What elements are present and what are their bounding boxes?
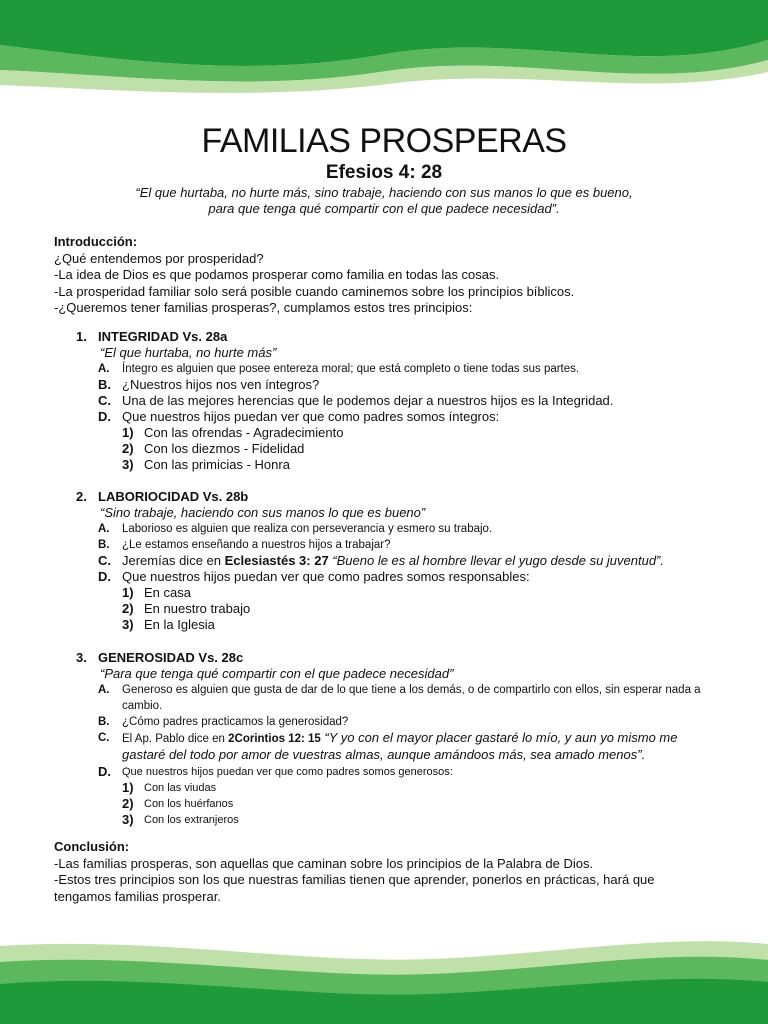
section-integridad	[54, 329, 714, 473]
list-item: C. Jeremías dice en Eclesiastés 3: 27 “Bueno le es al hombre llevar el yugo desde su juventud”.	[98, 553, 664, 568]
list-item: D. Que nuestros hijos puedan ver que como padres somos responsables:	[98, 569, 530, 584]
section-number: 1.	[76, 329, 87, 344]
section-quote: “Sino trabaje, haciendo con sus manos lo que es bueno”	[100, 505, 426, 520]
list-item: C. Una de las mejores herencias que le podemos dejar a nuestros hijos es la Integridad.	[98, 393, 614, 408]
intro-heading: Introducción:	[54, 234, 138, 249]
introduction	[54, 234, 714, 317]
bible-reference: Eclesiastés 3: 27	[224, 553, 329, 568]
intro-line: ¿Qué entendemos por prosperidad?	[54, 250, 264, 266]
section-quote: “Para que tenga qué compartir con el que padece necesidad”	[100, 666, 454, 681]
conclusion-line: -Las familias prosperas, son aquellas que caminan sobre los principios de la Palabra de Dios.	[54, 855, 594, 871]
sub-item: 2) Con los diezmos - Fidelidad	[122, 441, 305, 456]
bible-reference: 2Corintios 12: 15	[228, 733, 321, 745]
conclusion-line: -Estos tres principios son los que nuestras familias tienen que aprender, ponerlos en prácticas, hará que tengamos familias prosperar.	[54, 872, 655, 904]
sub-item: 2) En nuestro trabajo	[122, 601, 251, 616]
list-item: B. ¿Le estamos enseñando a nuestros hijos a trabajar?	[98, 539, 391, 551]
scripture-reference: Efesios 4: 28	[325, 162, 443, 183]
intro-line: -¿Queremos tener familias prosperas?, cumplamos estos tres principios:	[54, 300, 473, 315]
list-item: C. El Ap. Pablo dice en 2Corintios 12: 15 “Y yo con el mayor placer gastaré lo mío, y aun yo mismo me gastaré del todo por amor de vuestras almas, aunque amándoos más, sea amado menos”.	[98, 730, 678, 762]
sub-item: 2) Con los huérfanos	[122, 796, 234, 811]
section-title: LABORIOCIDAD Vs. 28b	[98, 489, 249, 504]
list-item: A. Generoso es alguien que gusta de dar de lo que tiene a los demás, o de compartirlo con ellos, sin esperar nada a cambio.	[98, 684, 701, 712]
list-item: D. Que nuestros hijos puedan ver que como padres somos generosos:	[98, 764, 453, 779]
section-number: 2.	[76, 489, 87, 504]
verse-line: para que tenga qué compartir con el que padece necesidad”.	[208, 201, 560, 216]
list-item: B. ¿Cómo padres practicamos la generosidad?	[98, 716, 349, 728]
intro-line: -La prosperidad familiar solo será posible cuando caminemos sobre los principios bíblicos.	[54, 283, 575, 299]
sub-item: 1) En casa	[122, 585, 191, 600]
sub-item: 3) En la Iglesia	[122, 617, 215, 632]
list-item: A. Laborioso es alguien que realiza con perseverancia y esmero su trabajo.	[98, 523, 493, 535]
section-title: GENEROSIDAD Vs. 28c	[98, 650, 244, 665]
list-item: B. ¿Nuestros hijos nos ven íntegros?	[98, 377, 320, 392]
sub-item: 3) Con los extranjeros	[122, 812, 239, 827]
intro-line: -La idea de Dios es que podamos prosperar como familia en todas las cosas.	[54, 267, 500, 282]
top-wave-decoration	[0, 0, 768, 100]
conclusion	[54, 839, 714, 905]
section-laboriocidad	[54, 489, 714, 633]
sub-item: 1) Con las ofrendas - Agradecimiento	[122, 425, 344, 440]
verse-line: “El que hurtaba, no hurte más, sino trabaje, haciendo con sus manos lo que es bueno,	[135, 185, 633, 200]
section-title: INTEGRIDAD Vs. 28a	[98, 329, 228, 344]
list-item: A. Íntegro es alguien que posee entereza moral; que está completo o tiene todas sus partes.	[98, 363, 580, 375]
section-generosidad	[54, 650, 714, 828]
bottom-wave-decoration	[0, 934, 768, 1024]
section-quote: “El que hurtaba, no hurte más”	[100, 345, 277, 360]
list-item: D. Que nuestros hijos puedan ver que como padres somos íntegros:	[98, 409, 500, 424]
verse-quote	[54, 185, 714, 217]
sub-item: 3) Con las primicias - Honra	[122, 457, 290, 472]
sub-item: 1) Con las viudas	[122, 780, 217, 795]
conclusion-heading: Conclusión:	[54, 839, 130, 854]
section-number: 3.	[76, 650, 87, 665]
page-title: FAMILIAS PROSPERAS	[201, 122, 567, 160]
